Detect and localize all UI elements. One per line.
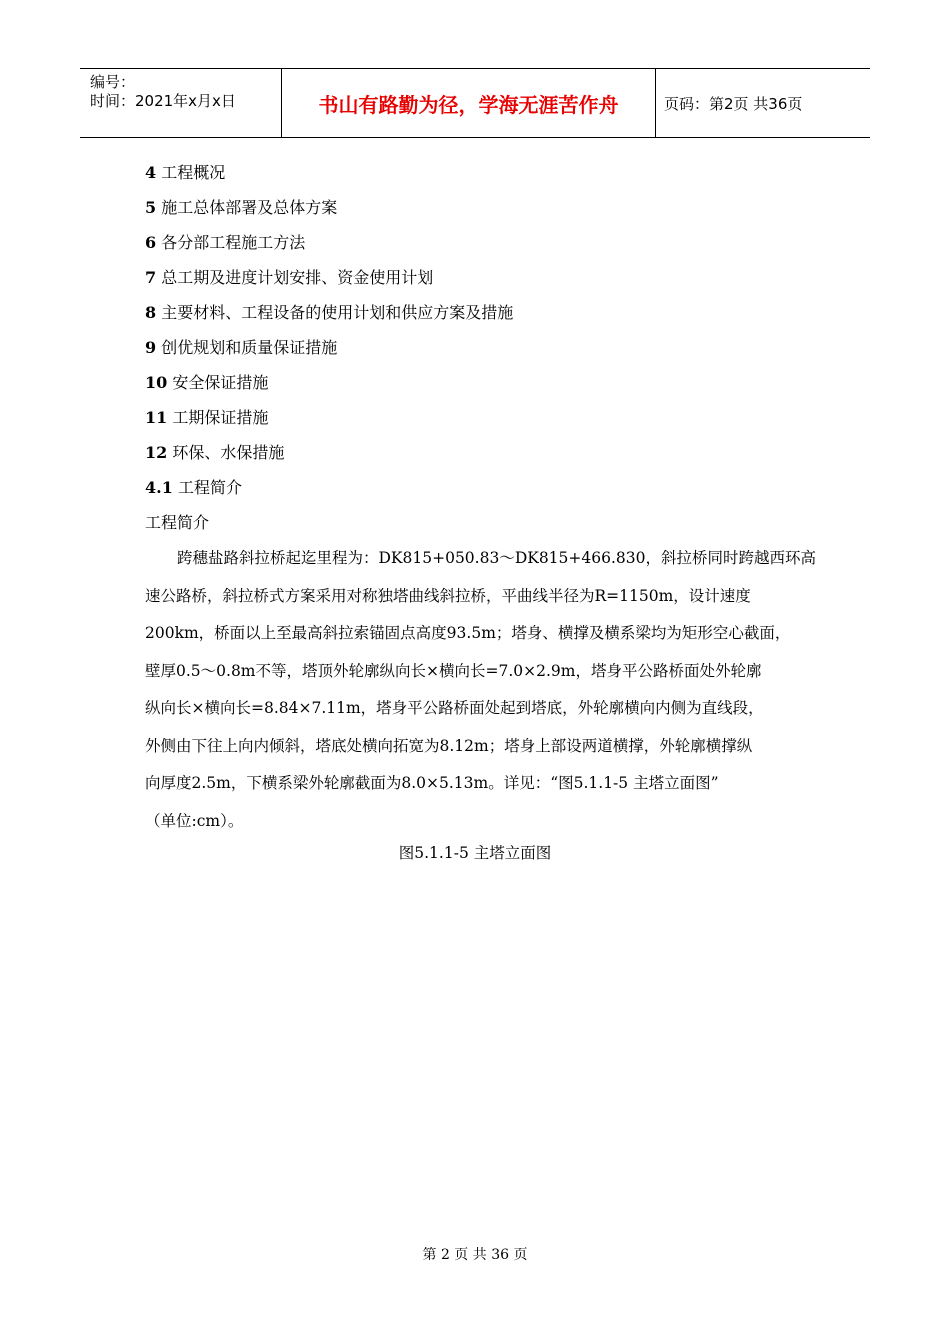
- toc-item-title: 工期保证措施: [172, 408, 269, 427]
- toc-item-number: 7: [145, 268, 157, 287]
- toc-item-number: 4: [145, 163, 157, 182]
- toc-item-number: 9: [145, 338, 157, 357]
- page-footer: 第 2 页 共 36 页: [422, 1247, 528, 1263]
- paragraph-line: （单位:cm）。: [145, 811, 244, 830]
- toc-item-title: 工程简介: [177, 478, 242, 497]
- toc-item: [145, 225, 513, 260]
- toc-item-number: 6: [145, 233, 157, 252]
- paragraph-line: 跨穗盐路斜拉桥起迄里程为：DK815+050.83～DK815+466.830，斜拉桥同时跨越西环高: [177, 549, 816, 567]
- toc-item-number: 8: [145, 303, 157, 322]
- paragraph-line: 外侧由下往上向内倾斜，塔底处横向拓宽为8.12m；塔身上部设两道横撑，外轮廓横撑纵: [145, 736, 753, 755]
- toc-item-title: 环保、水保措施: [172, 443, 285, 462]
- header-page-cell: [656, 69, 870, 137]
- toc-item-title: 各分部工程施工方法: [161, 233, 306, 252]
- toc-item-title: 主要材料、工程设备的使用计划和供应方案及措施: [161, 303, 514, 322]
- toc-item-title: 总工期及进度计划安排、资金使用计划: [161, 268, 434, 287]
- paragraph-line: 速公路桥，斜拉桥式方案采用对称独塔曲线斜拉桥，平曲线半径为R=1150m，设计速度: [145, 586, 751, 605]
- toc-item-title: 创优规划和质量保证措施: [161, 338, 338, 357]
- toc-item: [145, 365, 513, 400]
- header-motto-cell: [282, 69, 656, 137]
- toc-item: [145, 330, 513, 365]
- toc-item-title: 安全保证措施: [172, 373, 269, 392]
- header-motto: 书山有路勤为径，学海无涯苦作舟: [318, 92, 619, 117]
- toc-item: [145, 295, 513, 330]
- document-number-label: 编号：: [90, 73, 136, 91]
- paragraph-line: 200km，桥面以上至最高斜拉索锚固点高度93.5m；塔身、横撑及横系梁均为矩形空心截面，: [145, 624, 791, 642]
- toc-item: [145, 400, 513, 435]
- toc-item-number: 4.1: [145, 478, 173, 497]
- paragraph-line: 向厚度2.5m，下横系梁外轮廓截面为8.0×5.13m。详见：“图5.1.1-5 主塔立面图”: [145, 774, 719, 792]
- header-meta-cell: [80, 69, 282, 137]
- toc-item: [145, 435, 513, 470]
- section-heading: 工程简介: [145, 513, 210, 532]
- body-paragraph: [145, 540, 815, 840]
- paragraph-line: 壁厚0.5～0.8m不等，塔顶外轮廓纵向长×横向长=7.0×2.9m，塔身平公路桥面处外轮廓: [145, 661, 762, 680]
- toc-item: [145, 190, 513, 225]
- page-header: [80, 68, 870, 138]
- toc-item-title: 施工总体部署及总体方案: [161, 198, 338, 217]
- header-page-info: 页码：第2页 共36页: [664, 94, 803, 113]
- toc-item: [145, 470, 513, 505]
- toc-item: [145, 260, 513, 295]
- table-of-contents: [145, 155, 513, 505]
- toc-item-number: 11: [145, 408, 168, 427]
- document-time-label: 时间：2021年x月x日: [90, 92, 236, 110]
- toc-item-number: 12: [145, 443, 168, 462]
- paragraph-line: 纵向长×横向长=8.84×7.11m，塔身平公路桥面处起到塔底，外轮廓横向内侧为直线段，: [145, 699, 764, 717]
- figure-caption: 图5.1.1-5 主塔立面图: [398, 844, 552, 862]
- toc-item: [145, 155, 513, 190]
- toc-item-number: 5: [145, 198, 157, 217]
- toc-item-title: 工程概况: [161, 163, 226, 182]
- toc-item-number: 10: [145, 373, 168, 392]
